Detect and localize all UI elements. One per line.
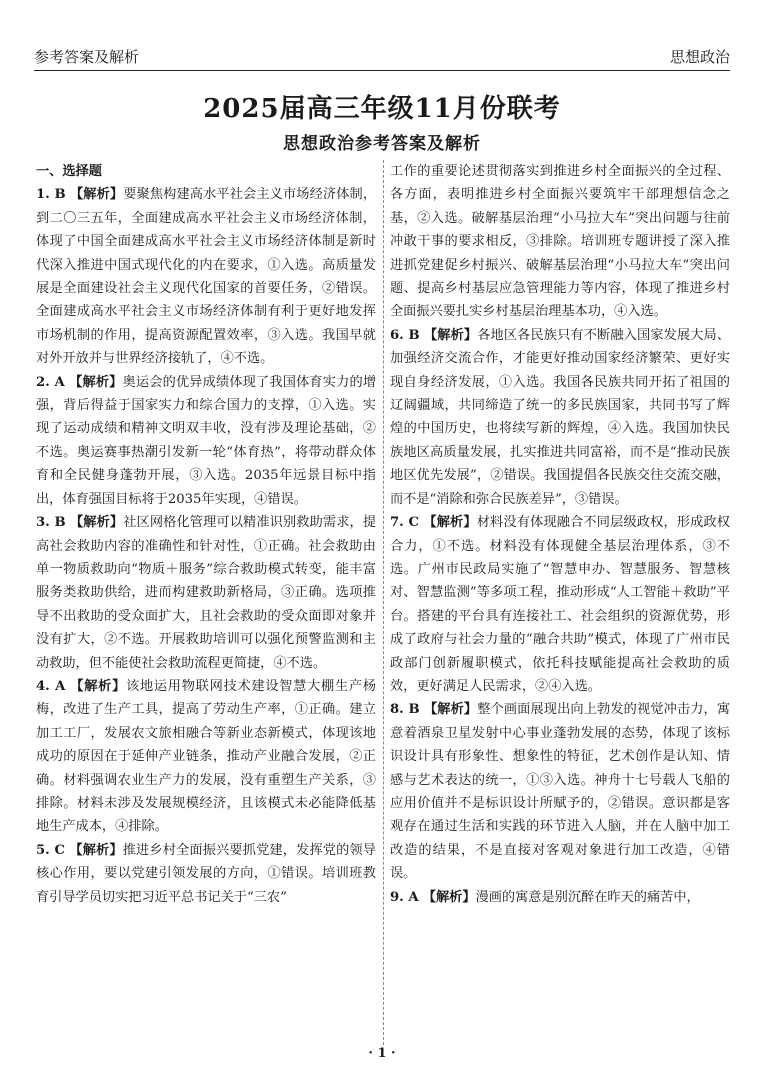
analysis-tag: 【解析】 — [69, 374, 123, 390]
answer-text: 推进乡村全面振兴要抓党建，发挥党的领导核心作用，要以党建引领发展的方向，①错误。培训班教育引导学员切实把习近平总书记关于“三农” — [36, 842, 376, 905]
page-header — [34, 46, 730, 68]
analysis-tag: 【解析】 — [423, 327, 478, 343]
analysis-tag: 【解析】 — [69, 842, 123, 858]
answer-number: 9. A — [390, 889, 419, 905]
page-subtitle: 思想政治参考答案及解析 — [283, 134, 481, 154]
answer-text: 要聚焦构建高水平社会主义市场经济体制，到二〇三五年，全面建成高水平社会主义市场经济体制，体现了中国全面建成高水平社会主义市场经济体制是新时代深入推进中国式现代化的内在要求，①入选。高质量发展是全面建设社会主义现代化国家的首要任务，②错误。全面建成高水平社会主义市场经济体制有利于更好地发挥市场机制的作用，提高资源配置效率，③入选。我国早就对外开放并与世界经济接轨了，④不选。 — [36, 187, 377, 367]
answer-item — [390, 160, 730, 324]
page-number: · 1 · — [368, 1046, 396, 1061]
answer-item — [36, 371, 376, 511]
answer-text: 材料没有体现融合不同层级政权，形成政权合力，①不选。材料没有体现健全基层治理体系，③不选。广州市民政局实施了“智慧申办、智慧服务、智慧核对、智慧监测”等多项工程，推动形成“人工智能＋救助”平台。搭建的平台具有连接社工、社会组织的资源优势，形成了政府与社会力量的“融合共助”模式，体现了广州市民政部门创新履职模式，依托科技赋能提高社会救助的质效，更好满足人民需求，②④入选。 — [390, 515, 730, 694]
answer-number: 5. C — [36, 842, 66, 858]
answer-item — [390, 511, 730, 698]
answer-item — [36, 183, 376, 370]
answer-number: 2. A — [36, 374, 65, 390]
right-answer-list — [390, 160, 730, 909]
answer-text: 漫画的寓意是别沉醉在昨天的痛苦中， — [475, 889, 700, 905]
column-divider — [383, 160, 384, 1045]
answer-item — [36, 511, 376, 675]
left-answer-list — [36, 183, 376, 909]
answer-item — [390, 698, 730, 885]
answer-number: 4. A — [36, 678, 66, 694]
answer-number: 1. B — [36, 187, 66, 203]
answer-number: 7. C — [390, 515, 420, 531]
left-column — [36, 160, 376, 909]
analysis-tag: 【解析】 — [69, 187, 124, 203]
answer-number: 6. B — [390, 327, 420, 343]
answer-text: 该地运用物联网技术建设智慧大棚生产杨梅，改进了生产工具，提高了劳动生产率，①正确。建立加工工厂，发展农文旅相融合等新业态新模式，体现该地成功的原因在于延伸产业链条，推动产业融合发展，②正确。材料强调农业生产力的发展，没有重塑生产关系，③排除。材料未涉及发展规模经济，且该模式未必能降低基地生产成本，④排除。 — [36, 678, 377, 835]
analysis-tag: 【解析】 — [70, 678, 127, 694]
header-subject-label: 思想政治 — [669, 48, 730, 66]
answer-number: 3. B — [36, 515, 66, 531]
section-heading: 一、选择题 — [36, 164, 102, 179]
answer-item — [36, 675, 376, 839]
analysis-tag: 【解析】 — [423, 515, 477, 531]
analysis-tag: 【解析】 — [423, 702, 478, 718]
answer-item — [390, 324, 730, 511]
header-left-label: 参考答案及解析 — [34, 48, 140, 66]
answer-text: 工作的重要论述贯彻落实到推进乡村全面振兴的全过程、各方面，表明推进乡村全面振兴要筑牢干部理想信念之基，②入选。破解基层治理“小马拉大车”突出问题与往前冲敢干事的要求相反，③排除。培训班专题讲授了深入推进抓党建促乡村振兴、破解基层治理“小马拉大车”突出问题、提高乡村基层应急管理能力等内容，体现了推进乡村全面振兴要扎实乡村基层治理基本功，④入选。 — [390, 164, 730, 320]
answer-item — [36, 839, 376, 909]
answer-item — [390, 886, 730, 909]
right-column — [390, 160, 730, 909]
answer-number: 8. B — [390, 702, 420, 718]
analysis-tag: 【解析】 — [69, 515, 124, 531]
answer-text: 整个画面展现出向上勃发的视觉冲击力，寓意着酒泉卫星发射中心事业蓬勃发展的态势，体现了该标识设计具有形象性、想象性的特征，艺术创作是认知、情感与艺术表达的统一，①③入选。神舟十七号载人飞船的应用价值并不是标识设计所赋予的，②错误。意识都是客观存在通过生活和实践的环节进入人脑，并在人脑中加工改造的结果，不是直接对客观对象进行加工改造，④错误。 — [390, 702, 731, 882]
answer-text: 社区网格化管理可以精准识别救助需求，提高社会救助内容的准确性和针对性，①正确。社会救助由单一物质救助向“物质＋服务”综合救助模式转变，能丰富服务类救助供给，进而构建救助新格局，③正确。选项推导不出救助的受众面扩大，且社会救助的受众面即对象并没有扩大，②不选。开展救助培训可以强化预警监测和主动救助，但不能使社会救助流程更简捷，④不选。 — [36, 515, 377, 671]
page-title: 2025届高三年级11月份联考 — [203, 94, 561, 124]
answer-text: 奥运会的优异成绩体现了我国体育实力的增强，背后得益于国家实力和综合国力的支撑，①入选。实现了运动成绩和精神文明双丰收，没有涉及理论基础，②不选。奥运赛事热潮引发新一轮“体育热”，将带动群众体育和全民健身蓬勃开展，③入选。2035年远景目标中指出，体育强国目标将于2035年实现，④错误。 — [36, 374, 377, 507]
analysis-tag: 【解析】 — [422, 889, 476, 905]
answer-text: 各地区各民族只有不断融入国家发展大局、加强经济交流合作，才能更好推动国家经济繁荣、更好实现自身经济发展，①入选。我国各民族共同开拓了祖国的辽阔疆域，共同缔造了统一的多民族国家，共同书写了辉煌的中国历史，也将续写新的辉煌，④入选。我国加快民族地区高质量发展，扎实推进共同富裕，而不是“推动民族地区优先发展”，②错误。我国提倡各民族交往交流交融，而不是“消除和弥合民族差异”，③错误。 — [390, 327, 731, 507]
header-divider — [34, 70, 730, 71]
